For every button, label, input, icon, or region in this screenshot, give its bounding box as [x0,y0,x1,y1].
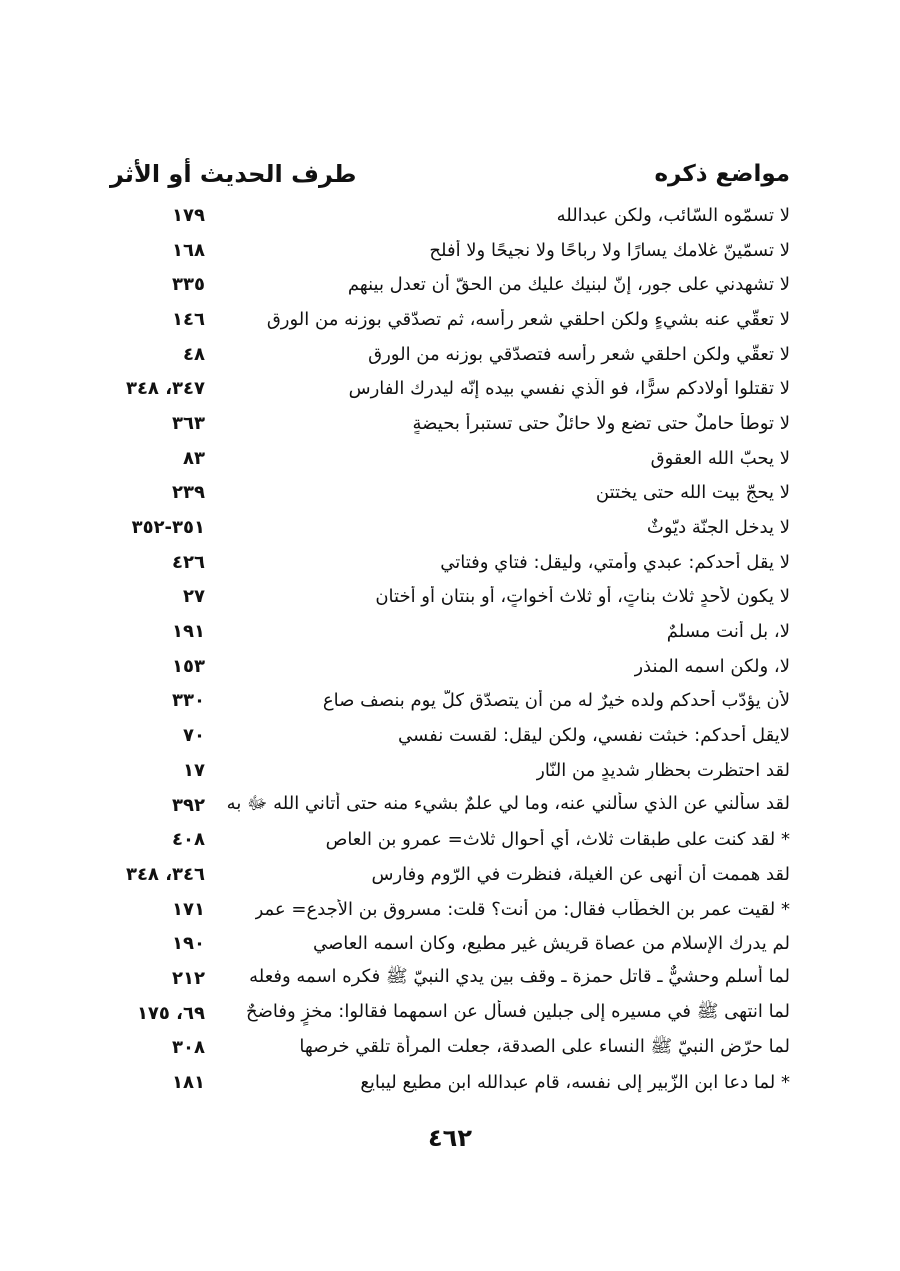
list-item [110,198,790,233]
hadith-text: لقد سألني عن الذي سألني عنه، وما لي علمٌ بشيء منه حتى أتاني الله ﷻ به [226,793,790,815]
page-references: ٦٩، ١٧٥ [136,1002,205,1024]
hadith-text: لا، ولكن اسمه المنذر [634,655,790,677]
list-item [110,371,790,406]
page-references: ٢١٢ [172,967,205,989]
list-item [110,649,790,684]
page-references: ٣٦٣ [172,412,205,434]
hadith-text: لا يدخل الجنّة ديّوثٌ [646,517,790,539]
page-references: ٣٥١-٣٥٢ [131,517,205,539]
hadith-text: لما حرّض النبيّ ﷺ النساء على الصدقة، جعلت المرأة تلقي خرصها [299,1035,790,1057]
list-item [110,788,790,823]
list-item [110,337,790,372]
page-references: ٢٧ [183,586,205,608]
hadith-text: لا تسمّوه السّائب، ولكن عبدالله [556,204,790,226]
list-item [110,510,790,545]
list-item [110,822,790,857]
hadith-text: لا، بل أنت مسلمٌ [666,621,790,643]
hadith-text: لما أسلم وحشيٌّ ـ قاتل حمزة ـ وقف بين يدي النبيّ ﷺ فكره اسمه وفعله [249,966,790,988]
list-item [110,1031,790,1066]
list-item [110,441,790,476]
page-references: ٣٠٨ [172,1037,205,1059]
page-references: ١٧٩ [172,204,205,226]
list-item [110,718,790,753]
page-references: ٣٣٥ [172,274,205,296]
page-references: ١٦٨ [172,239,205,261]
page-references: ٤٢٦ [172,551,205,573]
hadith-text: لما انتهى ﷺ في مسيره إلى جبلين فسأل عن اسمهما فقالوا: مخزٍ وفاضحٌ [245,1001,790,1023]
hadith-text: * لما دعا ابن الزّبير إلى نفسه، قام عبدالله ابن مطيعٍ ليبايع [360,1072,790,1094]
hadith-text: لم يدرك الإسلام من عصاة قريش غير مطيع، وكان اسمه العاصي [312,933,790,955]
list-item [110,753,790,788]
page-references: ١٤٦ [172,308,205,330]
hadith-text: لا تقتلوا أولادكم سرًّا، فو الّذي نفسي بيده إنّه ليدرك الفارس [348,378,790,400]
page-references: ١٧١ [172,898,205,920]
list-item [110,996,790,1031]
page-number: ٤٦٢ [428,1124,472,1152]
list-item [110,1065,790,1100]
page-references: ٣٤٧، ٣٤٨ [125,378,205,400]
list-item [110,406,790,441]
hadith-text: لا تشهدني على جورٍ، إنّ لبنيك عليك من الحقّ أن تعدل بينهم [347,274,790,296]
hadith-text: لا يقل أحدكم: عبدي وأمتي، وليقل: فتاي وفتاتي [440,551,790,573]
page-references: ٢٣٩ [172,482,205,504]
hadith-text: لا يحبّ الله العقوق [650,447,790,469]
index-list [110,198,790,1100]
hadith-text: لا تسمّينّ غلامك يسارًا ولا رباحًا ولا نجيحًا ولا أفلح [429,239,790,261]
page-references: ١٩١ [172,621,205,643]
page-references: ٤٠٨ [172,829,205,851]
hadith-text: لايقل أحدكم: خبثت نفسي، ولكن ليقل: لقست نفسي [398,725,790,747]
page-references: ٣٣٠ [172,690,205,712]
column-title-hadith: طرف الحديث أو الأثر [110,160,357,188]
hadith-text: لأن يؤدّب أحدكم ولده خيرٌ له من أن يتصدّق كلّ يوم بنصف صاعٍ [322,690,790,712]
hadith-text: لا تعقّي ولكن احلقي شعر رأسه فتصدّقي بوزنه من الورق [368,343,790,365]
page-references: ٣٩٢ [172,794,205,816]
hadith-text: لا تعقّي عنه بشيءٍ ولكن احلقي شعر رأسه، ثم تصدّقي بوزنه من الورق [266,308,790,330]
list-item [110,892,790,927]
hadith-text: * لقد كنت على طبقات ثلاث، أي أحوال ثلاث= عمرو بن العاص [325,829,790,851]
hadith-text: * لقيت عمر بن الخطّاب فقال: من أنت؟ قلت: مسروق بن الأجدع= عمر [254,898,790,920]
list-item [110,684,790,719]
list-item [110,476,790,511]
list-item [110,580,790,615]
page-references: ١٩٠ [172,933,205,955]
list-item [110,267,790,302]
list-item [110,302,790,337]
page-references: ٣٤٦، ٣٤٨ [125,863,205,885]
hadith-text: لا يحجّ بيت الله حتى يختتن [595,482,790,504]
list-item [110,233,790,268]
hadith-text: لقد هممت أن أنهى عن الغيلة، فنظرت في الرّوم وفارس [371,863,790,885]
page-references: ٤٨ [183,343,205,365]
hadith-text: لا توطأ حاملٌ حتى تضع ولا حائلٌ حتى تستبرأ بحيضةٍ [412,412,790,434]
table-header [110,154,790,194]
list-item [110,614,790,649]
page-references: ١٧ [183,759,205,781]
hadith-text: لا يكون لأحدٍ ثلاث بناتٍ، أو ثلاث أخواتٍ، أو بنتان أو أختان [375,586,790,608]
page-references: ١٥٣ [172,655,205,677]
list-item [110,926,790,961]
list-item [110,857,790,892]
page-references: ٨٣ [183,447,205,469]
list-item [110,961,790,996]
hadith-text: لقد احتظرت بحظارٍ شديدٍ من النّار [536,759,790,781]
list-item [110,545,790,580]
column-title-references: مواضع ذكره [654,161,790,187]
page-references: ٧٠ [183,725,205,747]
page-references: ١٨١ [172,1072,205,1094]
